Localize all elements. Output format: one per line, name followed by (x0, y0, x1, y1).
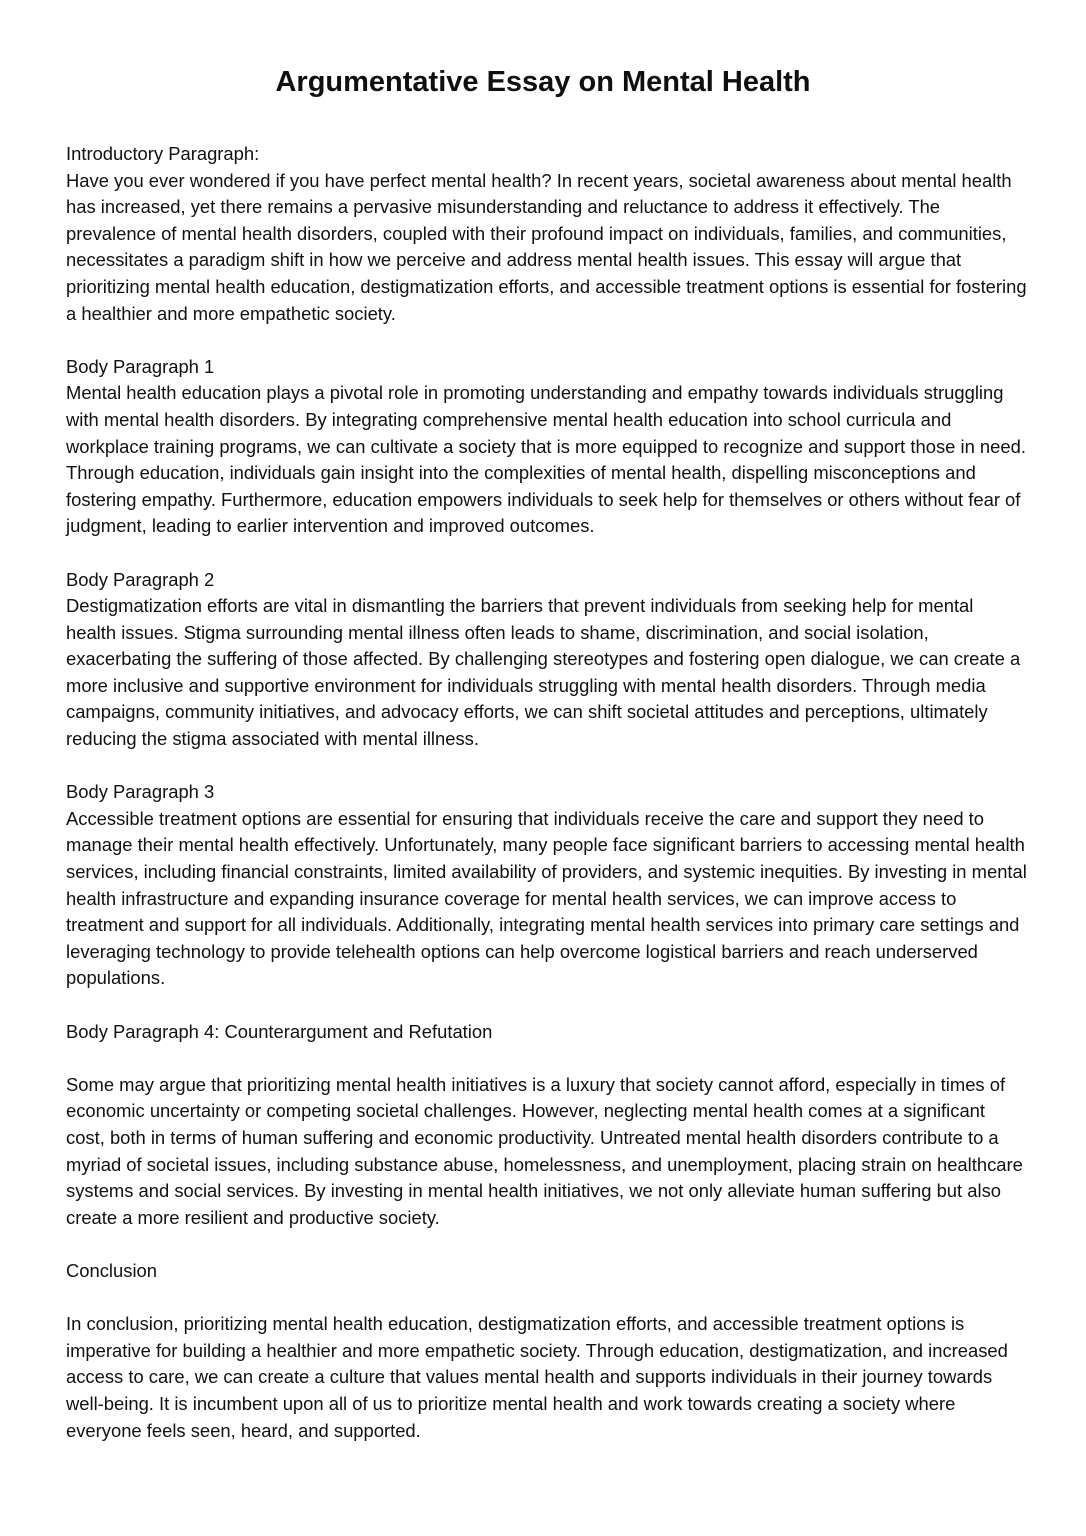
section-paragraph: Some may argue that prioritizing mental health initiatives is a luxury that society cannot afford, especially in times of economic uncertainty or competing societal challenges. However, neglecting mental health comes at a significant cost, both in terms of human suffering and economic productivity. Untreated mental health disorders contribute to a myriad of societal issues, including substance abuse, homelessness, and unemployment, placing strain on healthcare systems and social services. By investing in mental health initiatives, we not only alleviate human suffering but also create a more resilient and productive society. (66, 1073, 1023, 1228)
essay-body (66, 141, 1028, 1471)
document-title: Argumentative Essay on Mental Health (275, 66, 811, 98)
section-paragraph: Accessible treatment options are essential for ensuring that individuals receive the care and support they need to manage their mental health effectively. Unfortunately, many people face significant barriers to accessing mental health services, including financial constraints, limited availability of providers, and systemic inequities. By investing in mental health infrastructure and expanding insurance coverage for mental health services, we can improve access to treatment and support for all individuals. Additionally, integrating mental health services into primary care settings and leveraging technology to provide telehealth options can help overcome logistical barriers and reach underserved populations. (66, 807, 1027, 989)
section-paragraph: Destigmatization efforts are vital in dismantling the barriers that prevent individuals from seeking help for mental health issues. Stigma surrounding mental illness often leads to shame, discrimination, and social isolation, exacerbating the suffering of those affected. By challenging stereotypes and fostering open dialogue, we can create a more inclusive and supportive environment for individuals struggling with mental health disorders. Through media campaigns, community initiatives, and advocacy efforts, we can shift societal attitudes and perceptions, ultimately reducing the stigma associated with mental illness. (66, 595, 1021, 750)
section-heading: Body Paragraph 2 (66, 568, 215, 590)
section-heading: Body Paragraph 3 (66, 781, 215, 803)
section-paragraph: Have you ever wondered if you have perfect mental health? In recent years, societal awareness about mental health has increased, yet there remains a pervasive misunderstanding and reluctance to address it effectively. The prevalence of mental health disorders, coupled with their profound impact on individuals, families, and communities, necessitates a paradigm shift in how we perceive and address mental health issues. This essay will argue that prioritizing mental health education, destigmatization efforts, and accessible treatment options is essential for fostering a healthier and more empathetic society. (66, 169, 1027, 324)
section-conclusion (66, 1258, 1028, 1444)
section-body-1 (66, 354, 1028, 540)
section-body-3 (66, 779, 1028, 992)
spacer (66, 1045, 1028, 1072)
section-paragraph: Mental health education plays a pivotal role in promoting understanding and empathy towards individuals struggling with mental health disorders. By integrating comprehensive mental health education into school curricula and workplace training programs, we can cultivate a society that is more equipped to recognize and support those in need. Through education, individuals gain insight into the complexities of mental health, dispelling misconceptions and fostering empathy. Furthermore, education empowers individuals to seek help for themselves or others without fear of judgment, leading to earlier intervention and improved outcomes. (66, 382, 1026, 537)
section-introduction (66, 141, 1028, 327)
section-heading: Introductory Paragraph: (66, 143, 260, 164)
section-body-4 (66, 1019, 1028, 1232)
section-heading: Body Paragraph 4: Counterargument and Refutation (66, 1020, 493, 1042)
section-heading: Conclusion (66, 1259, 157, 1281)
section-paragraph: In conclusion, prioritizing mental health education, destigmatization efforts, and accessible treatment options is imperative for building a healthier and more empathetic society. Through education, destigmatization, and increased access to care, we can create a culture that values mental health and supports individuals in their journey towards well-being. It is incumbent upon all of us to prioritize mental health and work towards creating a society where everyone feels seen, heard, and supported. (66, 1313, 1008, 1441)
spacer (66, 1285, 1028, 1312)
section-heading: Body Paragraph 1 (66, 355, 215, 377)
section-body-2 (66, 567, 1028, 753)
